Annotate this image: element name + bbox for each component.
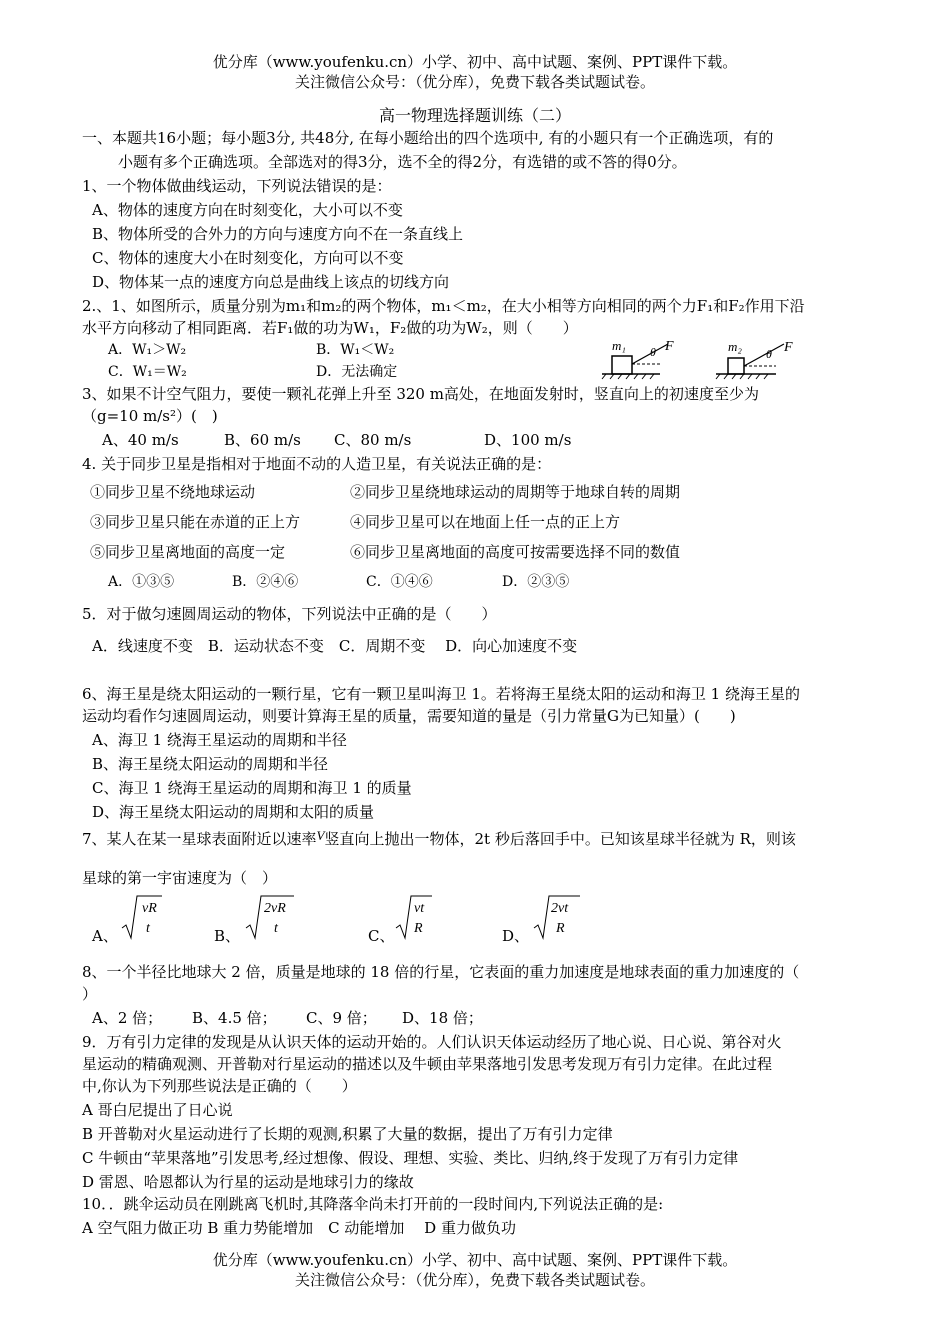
q7-b-denominator: t xyxy=(274,921,278,936)
q6-line-1: 6、海王星是绕太阳运动的一颗行星，它有一颗卫星叫海卫 1。若将海王星绕太阳的运动和海卫 1 绕海王星的 xyxy=(82,685,800,703)
q8-option-d: D、18 倍； xyxy=(402,1009,483,1027)
figure-block-m2 xyxy=(716,344,784,379)
q7-option-a-label: A、 xyxy=(92,927,118,945)
q1-option-c: C、物体的速度大小在时刻变化，方向可以不变 xyxy=(92,249,404,267)
q2-line-1: 2.、1、如图所示，质量分别为m₁和m₂的两个物体，m₁＜m₂，在大小相等方向相同的两个力F₁和F₂作用下沿 xyxy=(82,297,805,315)
q9-line-3: 中,你认为下列那些说法是正确的（ ） xyxy=(82,1077,357,1095)
q4-statement-2: ②同步卫星绕地球运动的周期等于地球自转的周期 xyxy=(350,483,681,501)
q7-line-1-a: 7、某人在某一星球表面附近以速率 xyxy=(82,830,317,848)
q1-option-d: D、物体某一点的速度方向总是曲线上该点的切线方向 xyxy=(92,273,450,291)
q9-line-1: 9．万有引力定律的发现是从认识天体的运动开始的。人们认识天体运动经历了地心说、日心说、第谷对火 xyxy=(82,1033,782,1051)
q10-options: A 空气阻力做正功 B 重力势能增加 C 动能增加 D 重力做负功 xyxy=(82,1219,516,1237)
q7-option-c-label: C、 xyxy=(368,927,395,945)
page-title: 高一物理选择题训练（二） xyxy=(378,106,571,125)
q6-line-2: 运动均看作匀速圆周运动，则要计算海王星的质量，需要知道的量是（引力常量G为已知量）( ) xyxy=(82,707,736,725)
q7-d-denominator: R xyxy=(556,921,565,936)
q2-option-d: D．无法确定 xyxy=(316,364,398,380)
q7-a-denominator: t xyxy=(146,921,150,936)
q7-line-2: 星球的第一宇宙速度为（ ） xyxy=(82,869,278,887)
q4-statement-6: ⑥同步卫星离地面的高度可按需要选择不同的数值 xyxy=(350,543,681,561)
q5-options: A．线速度不变 B．运动状态不变 C．周期不变 D．向心加速度不变 xyxy=(92,637,578,655)
q3-line-1: 3、如果不计空气阻力，要使一颗礼花弹上升至 320 m高处，在地面发射时，竖直向上的初速度至少为 xyxy=(82,385,759,403)
q4-option-d: D．②③⑤ xyxy=(502,574,570,590)
q1-option-b: B、物体所受的合外力的方向与速度方向不在一条直线上 xyxy=(92,225,464,243)
q10-stem: 10．．跳伞运动员在刚跳离飞机时,其降落伞尚未打开前的一段时间内,下列说法正确的是: xyxy=(82,1195,664,1213)
figure-m1-label: m₁ xyxy=(612,338,626,353)
q7-option-d-label: D、 xyxy=(502,927,530,945)
figure-f-2: F xyxy=(784,340,793,355)
intro-line-1: 一、本题共16小题；每小题3分, 共48分, 在每小题给出的四个选项中, 有的小题只有一个正确选项，有的 xyxy=(82,129,774,147)
q6-option-c: C、海卫 1 绕海王星运动的周期和海卫 1 的质量 xyxy=(92,779,412,797)
q2-option-b: B．W₁＜W₂ xyxy=(316,342,395,358)
q9-line-2: 星运动的精确观测、开普勒对行星运动的描述以及牛顿由苹果落地引发思考发现万有引力定律。在此过程 xyxy=(82,1055,773,1073)
q9-option-b: B 开普勒对火星运动进行了长期的观测,积累了大量的数据，提出了万有引力定律 xyxy=(82,1125,613,1143)
q1-stem: 1、一个物体做曲线运动，下列说法错误的是： xyxy=(82,177,392,195)
q4-stem: 4. 关于同步卫星是指相对于地面不动的人造卫星，有关说法正确的是： xyxy=(82,455,552,473)
q7-a-numerator: vR xyxy=(142,901,157,916)
q6-option-a: A、海卫 1 绕海王星运动的周期和半径 xyxy=(92,731,347,749)
q9-option-a: A 哥白尼提出了日心说 xyxy=(82,1101,233,1119)
q2-figure xyxy=(600,334,820,380)
q4-statement-4: ④同步卫星可以在地面上任一点的正上方 xyxy=(350,513,621,531)
header-line-2: 关注微信公众号：（优分库），免费下载各类试题试卷。 xyxy=(294,73,655,91)
q3-option-a: A、40 m/s xyxy=(102,431,179,449)
header-line-1: 优分库（www.youfenku.cn）小学、初中、高中试题、案例、PPT课件下载。 xyxy=(212,53,738,71)
q3-option-c: C、80 m/s xyxy=(334,431,412,449)
q4-statement-3: ③同步卫星只能在赤道的正上方 xyxy=(90,513,301,531)
q7-v-symbol: V xyxy=(316,828,325,843)
figure-theta-1: θ xyxy=(650,345,656,359)
q3-option-b: B、60 m/s xyxy=(224,431,301,449)
q7-c-numerator: vt xyxy=(414,901,425,916)
q8-option-b: B、4.5 倍； xyxy=(192,1009,277,1027)
q7-line-1-b: 竖直向上抛出一物体，2t 秒后落回手中。已知该星球半径就为 R，则该 xyxy=(324,830,796,848)
q7-option-a-formula xyxy=(120,892,164,942)
q1-option-a: A、物体的速度方向在时刻变化，大小可以不变 xyxy=(92,201,403,219)
q4-option-c: C．①④⑥ xyxy=(366,574,433,590)
q8-option-c: C、9 倍； xyxy=(306,1009,377,1027)
q8-option-a: A、2 倍； xyxy=(92,1009,163,1027)
q8-line-1: 8、一个半径比地球大 2 倍，质量是地球的 18 倍的行星，它表面的重力加速度是地球表面的重力加速度的（ xyxy=(82,963,800,981)
q7-option-c-formula xyxy=(394,892,434,942)
q7-line-1 xyxy=(82,826,796,849)
q9-option-c: C 牛顿由“苹果落地”引发思考,经过想像、假设、理想、实验、类比、归纳,终于发现了万有引力定律 xyxy=(82,1149,739,1167)
figure-f-1: F xyxy=(665,339,674,354)
q3-line-2: （g=10 m/s²）( ) xyxy=(82,407,218,425)
q2-option-a: A．W₁＞W₂ xyxy=(108,342,187,358)
q6-option-d: D、海王星绕太阳运动的周期和太阳的质量 xyxy=(92,803,375,821)
q3-option-d: D、100 m/s xyxy=(484,431,572,449)
footer-line-1: 优分库（www.youfenku.cn）小学、初中、高中试题、案例、PPT课件下载。 xyxy=(212,1251,738,1269)
q2-option-c: C．W₁＝W₂ xyxy=(108,364,187,380)
q7-option-b-label: B、 xyxy=(214,927,241,945)
q7-option-b-formula xyxy=(244,892,296,942)
figure-m2-label: m₂ xyxy=(728,339,742,354)
figure-theta-2: θ xyxy=(766,347,772,361)
q4-statement-5: ⑤同步卫星离地面的高度一定 xyxy=(90,543,286,561)
q4-statement-1: ①同步卫星不绕地球运动 xyxy=(90,483,256,501)
q6-option-b: B、海王星绕太阳运动的周期和半径 xyxy=(92,755,329,773)
q7-option-d-formula xyxy=(532,892,582,942)
q4-option-b: B．②④⑥ xyxy=(232,574,299,590)
q2-line-2: 水平方向移动了相同距离．若F₁做的功为W₁，F₂做的功为W₂，则（ ） xyxy=(82,319,578,337)
q7-b-numerator: 2vR xyxy=(264,901,286,916)
q7-d-numerator: 2vt xyxy=(551,901,569,916)
q9-option-d: D 雷恩、哈恩都认为行星的运动是地球引力的缘故 xyxy=(82,1173,414,1191)
q7-c-denominator: R xyxy=(414,921,423,936)
intro-line-2: 小题有多个正确选项。全部选对的得3分，选不全的得2分，有选错的或不答的得0分。 xyxy=(118,153,687,171)
footer-line-2: 关注微信公众号：（优分库），免费下载各类试题试卷。 xyxy=(294,1271,655,1289)
q4-option-a: A．①③⑤ xyxy=(108,574,175,590)
q8-line-2: ） xyxy=(82,985,98,1003)
q5-stem: 5．对于做匀速圆周运动的物体，下列说法中正确的是（ ） xyxy=(82,605,497,623)
